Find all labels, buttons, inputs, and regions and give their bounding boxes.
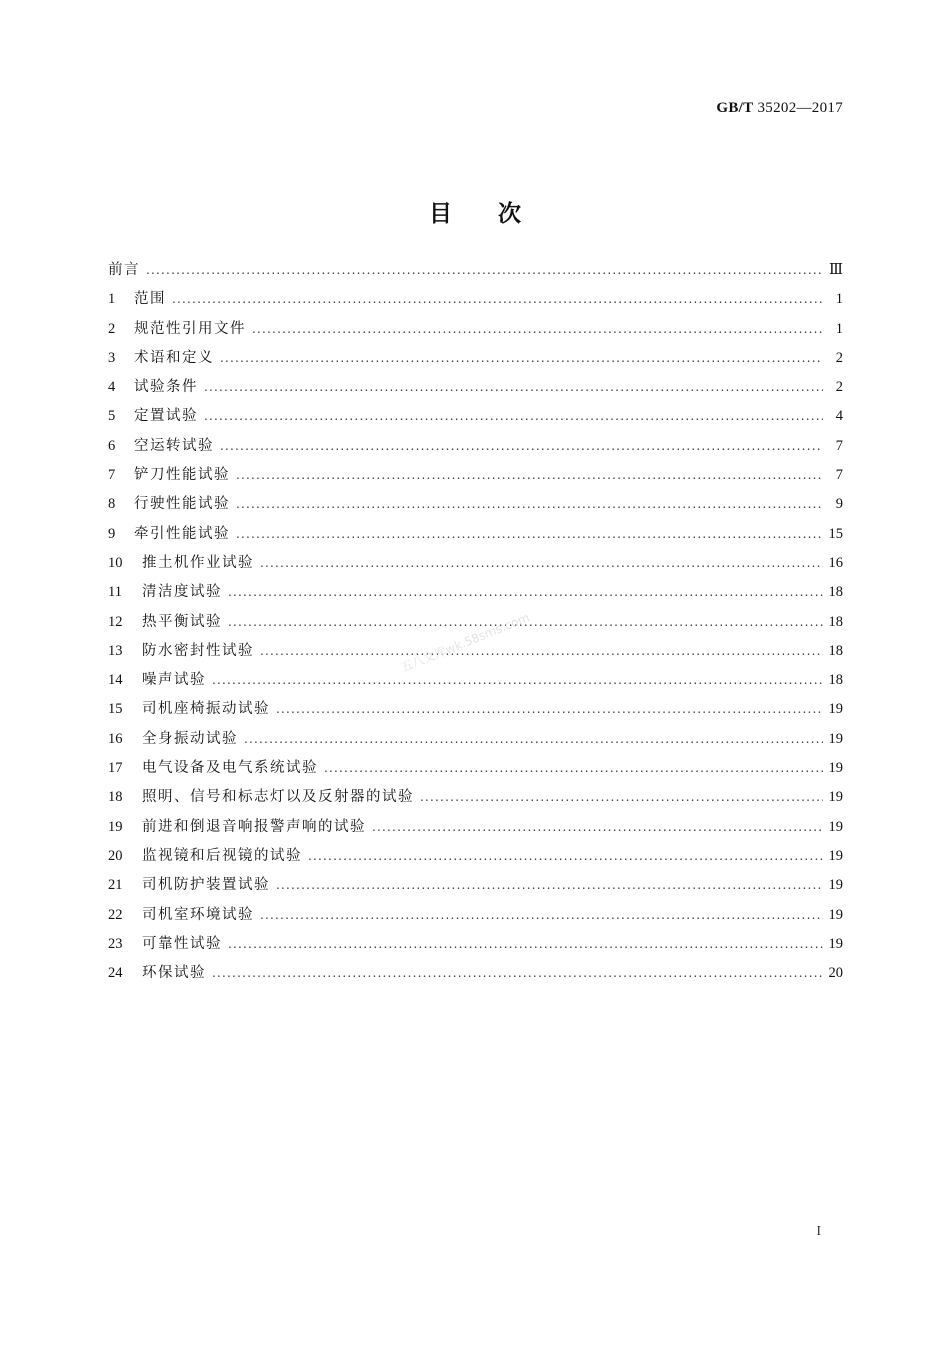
toc-entry-label: 监视镜和后视镜的试验 [142,847,302,864]
toc-entry-page: 18 [828,642,843,659]
toc-entry[interactable] [108,490,843,519]
toc-entry[interactable] [108,344,843,373]
toc-entry-label: 司机防护装置试验 [142,877,270,894]
toc-entry-label: 环保试验 [142,965,206,982]
toc-entry-number: 18 [108,789,123,806]
page-number: I [816,1224,821,1239]
toc-entry-label: 全身振动试验 [142,730,238,747]
standard-prefix: GB/T [716,100,754,116]
toc-entry-number: 6 [108,437,116,454]
toc-entry-label: 行驶性能试验 [134,496,230,513]
toc-entry-label: 推土机作业试验 [142,554,254,571]
toc-entry-page: 15 [828,525,843,542]
toc-entry-page: 1 [835,320,843,337]
toc-dot-leader [228,930,823,959]
toc-entry-number: 2 [108,320,116,337]
toc-entry-page: 2 [835,349,843,366]
toc-dot-leader [204,402,823,431]
toc-entry-page: 19 [828,847,843,864]
toc-entry[interactable] [108,930,843,959]
toc-entry-number: 22 [108,906,123,923]
toc-dot-leader [236,520,823,549]
toc-dot-leader [228,578,823,607]
toc-entry-number: 24 [108,965,123,982]
toc-dot-leader [324,754,823,783]
toc-entry-number: 21 [108,877,123,894]
toc-entry-page: 19 [828,906,843,923]
table-of-contents [108,256,843,988]
toc-entry-page: 4 [835,408,843,425]
toc-entry-number: 1 [108,291,116,308]
toc-entry-label: 范围 [134,291,166,308]
toc-entry-page: 19 [828,818,843,835]
toc-entry-page: 18 [828,672,843,689]
page-title: 目次 [429,201,567,228]
toc-entry[interactable] [108,813,843,842]
toc-entry[interactable] [108,842,843,871]
toc-entry-number: 8 [108,496,116,513]
toc-dot-leader [244,725,823,754]
toc-entry-label: 定置试验 [134,408,198,425]
toc-entry-page: 19 [828,760,843,777]
toc-entry-number: 16 [108,730,123,747]
toc-entry[interactable] [108,871,843,900]
toc-entry-label: 司机室环境试验 [142,906,254,923]
toc-dot-leader [420,783,823,812]
toc-entry-page: 9 [835,496,843,513]
toc-entry-label: 术语和定义 [134,349,214,366]
toc-dot-leader [276,695,823,724]
toc-entry[interactable] [108,373,843,402]
toc-dot-leader [236,490,823,519]
toc-entry-number: 23 [108,935,123,952]
toc-entry[interactable] [108,402,843,431]
toc-entry-number: 17 [108,760,123,777]
toc-entry-page: 20 [828,965,843,982]
toc-entry-label: 噪声试验 [142,672,206,689]
toc-dot-leader [212,666,823,695]
toc-entry-number: 14 [108,672,123,689]
toc-dot-leader [372,813,823,842]
toc-entry-label: 清洁度试验 [142,584,222,601]
toc-dot-leader [212,959,823,988]
toc-entry-page: 19 [828,877,843,894]
toc-entry-label: 照明、信号和标志灯以及反射器的试验 [142,789,414,806]
toc-entry-label: 空运转试验 [134,437,214,454]
toc-entry-label: 前进和倒退音响报警声响的试验 [142,818,366,835]
toc-entry-page: 2 [835,379,843,396]
toc-dot-leader [260,549,823,578]
toc-entry-page: 19 [828,701,843,718]
toc-dot-leader [276,871,823,900]
toc-entry-page: 18 [828,613,843,630]
toc-entry[interactable] [108,783,843,812]
toc-entry-page: 7 [835,467,843,484]
toc-entry-number: 12 [108,613,123,630]
toc-entry-label: 司机座椅振动试验 [142,701,270,718]
toc-dot-leader [260,637,823,666]
toc-entry-number: 7 [108,467,116,484]
toc-dot-leader [220,432,823,461]
toc-entry-page: 7 [835,437,843,454]
toc-entry-label: 防水密封性试验 [142,642,254,659]
toc-entry[interactable] [108,285,843,314]
toc-entry-number: 15 [108,701,123,718]
toc-dot-leader [204,373,823,402]
standard-number [716,100,843,117]
toc-entry[interactable] [108,725,843,754]
toc-dot-leader [172,285,823,314]
toc-entry-page: 19 [828,730,843,747]
toc-entry[interactable] [108,754,843,783]
toc-entry-label: 试验条件 [134,379,198,396]
toc-entry[interactable] [108,520,843,549]
toc-entry-label: 牵引性能试验 [134,525,230,542]
toc-entry-label: 铲刀性能试验 [134,467,230,484]
standard-code: 35202—2017 [757,100,843,116]
toc-entry-number: 19 [108,818,123,835]
toc-dot-leader [236,461,823,490]
toc-entry-page: 18 [828,584,843,601]
toc-entry-page: 1 [835,291,843,308]
toc-entry-label: 可靠性试验 [142,935,222,952]
toc-entry[interactable] [108,461,843,490]
toc-entry[interactable] [108,315,843,344]
toc-entry[interactable] [108,256,843,285]
toc-dot-leader [220,344,823,373]
toc-entry-label: 前言 [108,262,140,278]
toc-entry-number: 3 [108,349,116,366]
toc-entry-number: 5 [108,408,116,425]
toc-entry[interactable] [108,695,843,724]
toc-entry-page: 16 [828,554,843,571]
toc-dot-leader [252,315,823,344]
toc-entry-number: 4 [108,379,116,396]
toc-entry[interactable] [108,578,843,607]
toc-entry-number: 10 [108,554,123,571]
toc-entry-number: 20 [108,847,123,864]
toc-entry-number: 13 [108,642,123,659]
toc-entry-page: Ⅲ [829,262,843,278]
toc-entry-label: 规范性引用文件 [134,320,246,337]
toc-dot-leader [308,842,823,871]
toc-entry[interactable] [108,959,843,988]
toc-entry[interactable] [108,666,843,695]
toc-entry-page: 19 [828,935,843,952]
toc-dot-leader [260,901,823,930]
toc-entry[interactable] [108,901,843,930]
toc-entry-page: 19 [828,789,843,806]
toc-entry-number: 11 [108,584,122,601]
toc-dot-leader [146,256,823,285]
toc-entry-label: 热平衡试验 [142,613,222,630]
toc-entry-label: 电气设备及电气系统试验 [142,760,318,777]
toc-entry[interactable] [108,549,843,578]
toc-entry-number: 9 [108,525,116,542]
toc-entry[interactable] [108,432,843,461]
watermark: 五八文库wk.58sms.com [398,610,532,675]
